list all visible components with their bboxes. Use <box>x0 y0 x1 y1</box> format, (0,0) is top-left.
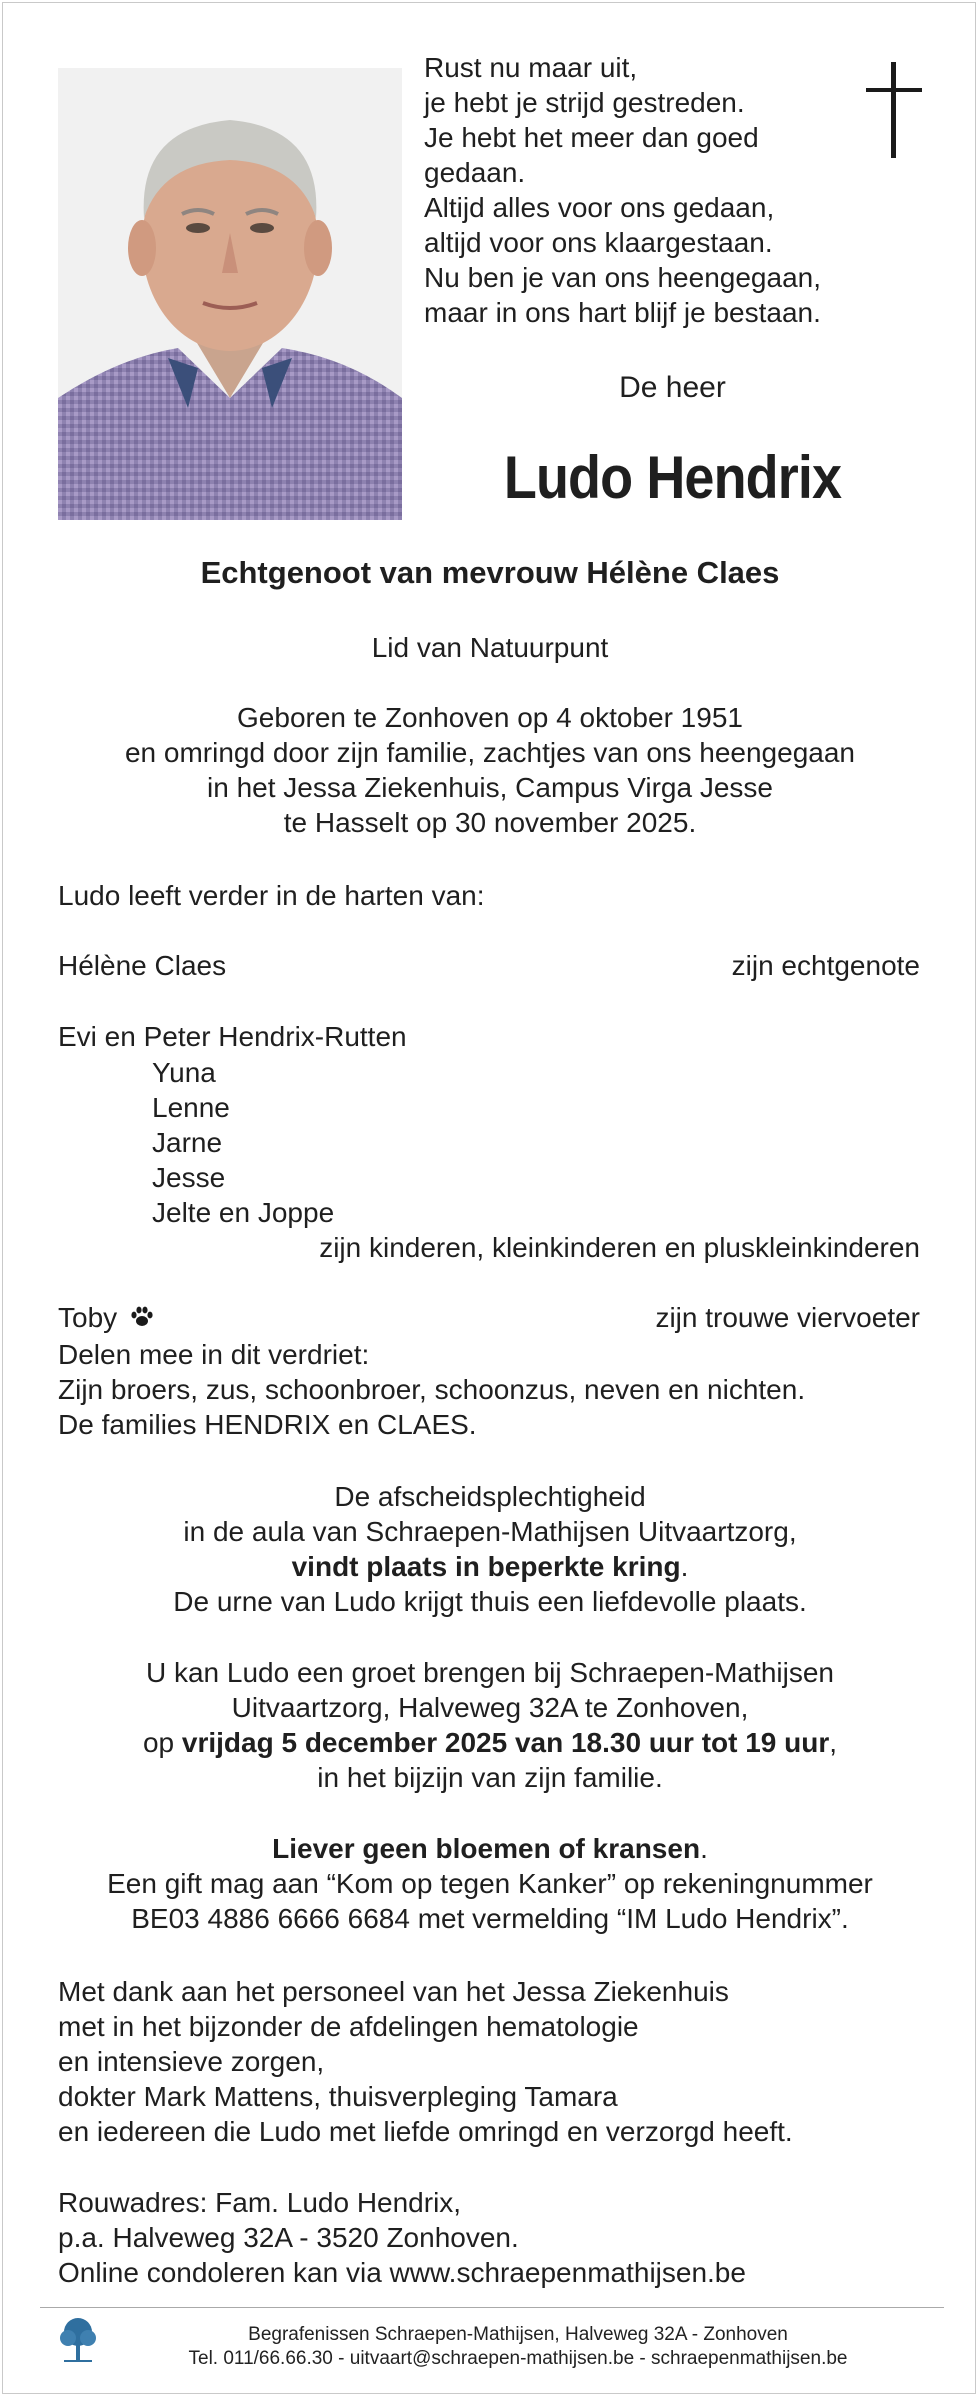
grandchild-name: Jarne <box>152 1127 223 1158</box>
visitation-line: in het bijzijn van zijn familie. <box>317 1762 663 1793</box>
flowers-line: Een gift mag aan “Kom op tegen Kanker” op rekeningnummer <box>107 1868 873 1899</box>
children-name: Evi en Peter Hendrix-Rutten <box>58 1021 407 1052</box>
spouse-name: Hélène Claes <box>58 950 227 981</box>
spouse-relation: zijn echtgenote <box>731 950 920 981</box>
visitation-line: Uitvaartzorg, Halveweg 32A te Zonhoven, <box>231 1692 749 1723</box>
visitation-line: U kan Ludo een groet brengen bij Schraepen-Mathijsen <box>145 1657 834 1688</box>
membership: Lid van Natuurpunt <box>371 632 609 663</box>
mourning-line: Delen mee in dit verdriet: <box>58 1339 370 1370</box>
thanks-block <box>58 1974 958 2149</box>
birth-death-line: te Hasselt op 30 november 2025. <box>283 807 697 838</box>
ceremony-line: in de aula van Schraepen-Mathijsen Uitvaartzorg, <box>183 1516 797 1547</box>
pet-row <box>58 1302 920 1334</box>
deceased-name: Ludo Hendrix <box>503 444 842 511</box>
visitation-block <box>0 1655 980 1795</box>
birth-death-line: in het Jessa Ziekenhuis, Campus Virga Jesse <box>207 772 773 803</box>
portrait-photo <box>58 68 402 520</box>
pet-relation: zijn trouwe viervoeter <box>655 1302 920 1333</box>
thanks-line: en iedereen die Ludo met liefde omringd en verzorgd heeft. <box>58 2116 793 2147</box>
flowers-block <box>0 1831 980 1936</box>
visitation-bold: vrijdag 5 december 2025 van 18.30 uur tot 19 uur <box>181 1727 830 1758</box>
flowers-line: BE03 4886 6666 6684 met vermelding “IM Ludo Hendrix”. <box>131 1903 849 1934</box>
footer-contact: Tel. 011/66.66.30 - uitvaart@schraepen-mathijsen.be - schraepenmathijsen.be <box>188 2348 848 2369</box>
pet-name: Toby <box>58 1302 118 1333</box>
visitation-prefix: op <box>142 1727 182 1758</box>
thanks-line: dokter Mark Mattens, thuisverpleging Tamara <box>58 2081 618 2112</box>
ceremony-bold: vindt plaats in beperkte kring <box>291 1551 681 1582</box>
thanks-line: en intensieve zorgen, <box>58 2046 325 2077</box>
poem: Rust nu maar uit, je hebt je strijd gestreden. Je hebt het meer dan goed gedaan. Altijd alles voor ons gedaan, altijd voor ons klaargestaan. Nu ben je van ons heengegaan, maar in ons hart blijf je bestaan. <box>424 52 821 328</box>
cross-icon <box>866 62 922 158</box>
ceremony-line <box>0 1549 980 1584</box>
paw-icon <box>129 1304 155 1330</box>
address-line: Rouwadres: Fam. Ludo Hendrix, <box>58 2187 462 2218</box>
visitation-line <box>0 1725 980 1760</box>
grandchild-name: Yuna <box>152 1057 216 1088</box>
spouse-row <box>58 950 920 982</box>
tree-logo-icon <box>58 2316 98 2364</box>
visitation-punct: , <box>829 1727 838 1758</box>
mourning-block <box>58 1337 958 1442</box>
ceremony-punct: . <box>680 1551 689 1582</box>
thanks-line: Met dank aan het personeel van het Jessa Ziekenhuis <box>58 1976 729 2007</box>
flowers-line <box>0 1831 980 1866</box>
spouse-line: Echtgenoot van mevrouw Hélène Claes <box>200 555 780 590</box>
address-block <box>58 2185 958 2290</box>
ceremony-line: De afscheidsplechtigheid <box>334 1481 646 1512</box>
footer-divider <box>40 2307 944 2308</box>
grandchildren-list <box>152 1055 334 1230</box>
grandchild-name: Jelte en Joppe <box>152 1197 335 1228</box>
children-relation: zijn kinderen, kleinkinderen en pluskleinkinderen <box>319 1232 920 1263</box>
birth-death-block <box>0 700 980 840</box>
flowers-bold: Liever geen bloemen of kransen <box>272 1833 701 1864</box>
address-line: p.a. Halveweg 32A - 3520 Zonhoven. <box>58 2222 519 2253</box>
thanks-line: met in het bijzonder de afdelingen hematologie <box>58 2011 639 2042</box>
address-line: Online condoleren kan via www.schraepenmathijsen.be <box>58 2257 746 2288</box>
footer <box>108 2323 928 2371</box>
grandchild-name: Lenne <box>152 1092 230 1123</box>
birth-death-line: en omringd door zijn familie, zachtjes van ons heengegaan <box>124 737 855 768</box>
mourning-line: Zijn broers, zus, schoonbroer, schoonzus, neven en nichten. <box>58 1374 806 1405</box>
flowers-punct: . <box>700 1833 708 1864</box>
footer-company: Begrafenissen Schraepen-Mathijsen, Halveweg 32A - Zonhoven <box>248 2324 788 2345</box>
ceremony-line: De urne van Ludo krijgt thuis een liefdevolle plaats. <box>173 1586 807 1617</box>
lives-on-intro: Ludo leeft verder in de harten van: <box>58 880 485 911</box>
mourning-line: De families HENDRIX en CLAES. <box>58 1409 477 1440</box>
birth-death-line: Geboren te Zonhoven op 4 oktober 1951 <box>237 702 743 733</box>
ceremony-block <box>0 1479 980 1619</box>
salutation: De heer <box>619 371 726 404</box>
grandchild-name: Jesse <box>152 1162 226 1193</box>
